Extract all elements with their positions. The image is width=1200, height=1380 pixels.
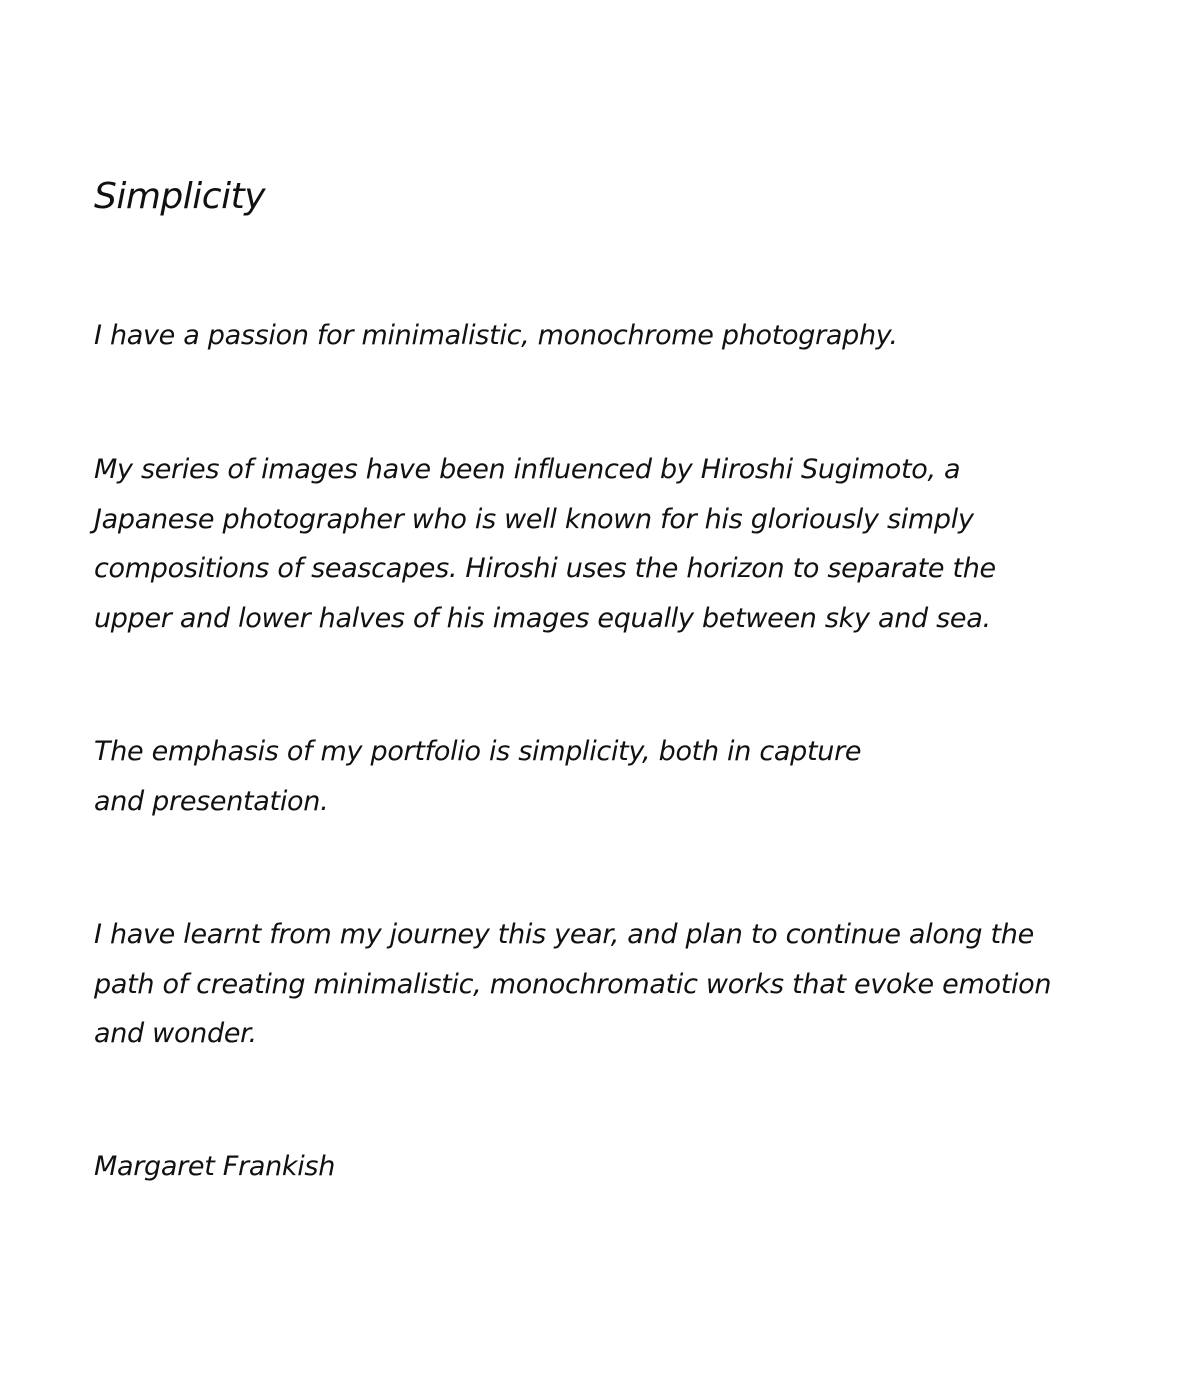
paragraph-line: upper and lower halves of his images equally between sky and sea. xyxy=(94,602,991,634)
paragraph-line: path of creating minimalistic, monochromatic works that evoke emotion xyxy=(94,968,1052,1000)
paragraph-line: The emphasis of my portfolio is simplicity, both in capture xyxy=(94,736,862,767)
paragraph-line: compositions of seascapes. Hiroshi uses the horizon to separate the xyxy=(94,553,996,584)
document-title: Simplicity xyxy=(94,176,265,217)
paragraph-influence xyxy=(94,445,996,643)
paragraph-emphasis xyxy=(94,727,861,826)
paragraph-line: I have learnt from my journey this year, and plan to continue along the xyxy=(94,919,1034,950)
paragraph-line: and presentation. xyxy=(94,785,329,817)
paragraph-line: I have a passion for minimalistic, monochrome photography. xyxy=(94,320,898,351)
paragraph-line: Japanese photographer who is well known for his gloriously simply xyxy=(94,503,974,535)
paragraph-line: and wonder. xyxy=(94,1018,257,1049)
paragraph-line: My series of images have been influenced by Hiroshi Sugimoto, a xyxy=(94,454,961,485)
paragraph-passion xyxy=(94,311,898,361)
paragraph-journey xyxy=(94,910,1051,1059)
author-signature: Margaret Frankish xyxy=(94,1151,336,1182)
